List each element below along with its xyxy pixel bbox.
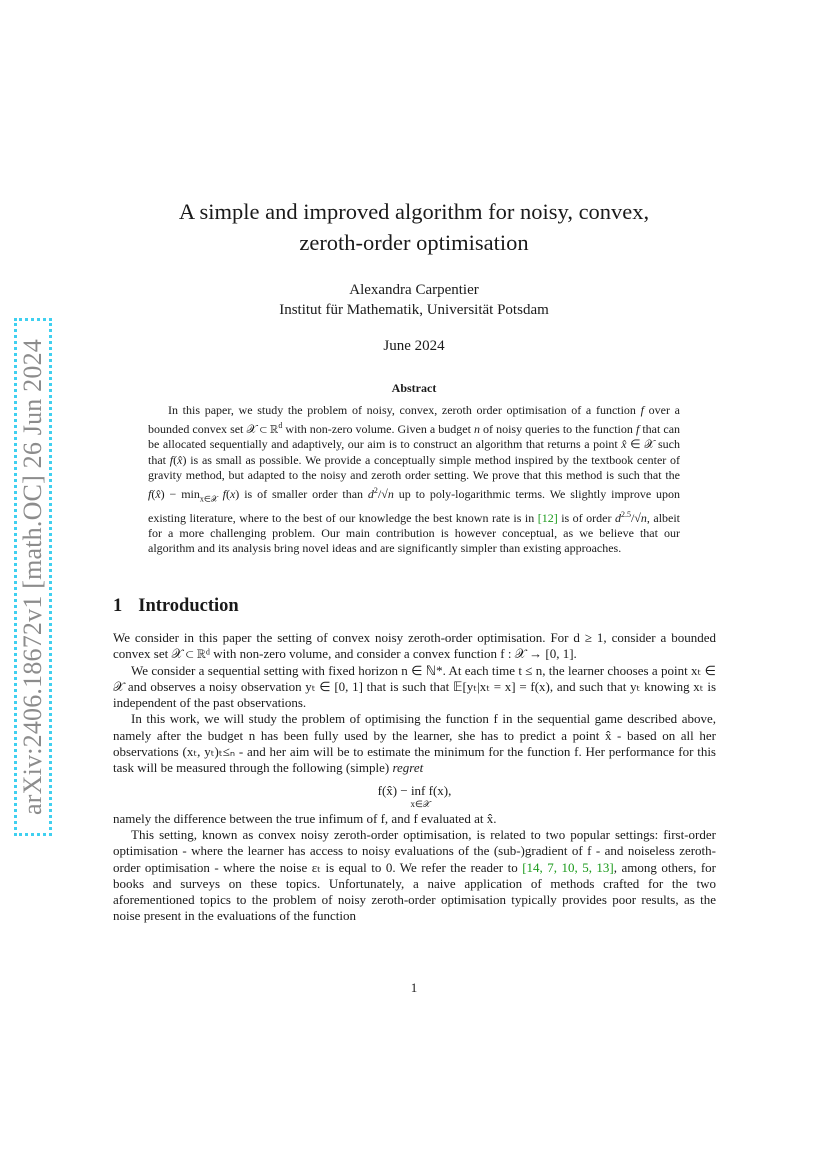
author-name: Alexandra Carpentier [349,282,479,298]
paper-title [100,196,728,258]
section-number: 1 [113,596,123,616]
citation-12[interactable]: [12] [537,510,558,525]
abstract-text: In this paper, we study the problem of noisy, convex, zeroth order optimisation of a function f over a bounded convex set 𝒳 ⊂ ℝ$^d$ with non-zero volume. Given a budget n of noisy queries to the function f that can be allocated sequentially and adaptively, our aim is to construct an algorithm that returns a point x̂ ∈ 𝒳 such that f(x̂) is as small as possible. We provide a conceptually simple method inspired by the textbook center of gravity method, but adapted to the noisy and zeroth order setting. We prove that this method is such that the f(x̂) − $\min_{x\in 𝒳} f(x)$ is of smaller order than $d^2/√n$ up to poly-logarithmic terms. We slightly improve upon existing literature, where to the best of our knowledge the best known rate is in [12] is of order $d^{2.5}/√n$, albeit for a more challenging problem. Our main contribution is however conceptual, as we believe that our algorithm and its analysis bring novel ideas and are significantly simpler than existing approaches. [148,403,681,556]
arxiv-identifier-stamp [14,318,52,836]
title-block [100,196,728,356]
author-affiliation: Institut für Mathematik, Universität Potsdam [279,302,549,318]
regret-equation-subscript: x∈𝒳 [410,798,431,809]
intro-paragraph-4: namely the difference between the true infimum of f, and f evaluated at x̂. [113,810,497,826]
section-heading-introduction [113,596,239,617]
title-line-1: A simple and improved algorithm for noisy, convex, [178,199,650,224]
regret-equation [113,783,716,809]
citation-group[interactable]: [14, 7, 10, 5, 13] [522,859,614,875]
section-title: Introduction [138,596,239,616]
introduction-body [113,630,716,925]
intro-paragraph-5: This setting, known as convex noisy zeroth-order optimisation, is related to two popular settings: first-order optimisation - where the learner has access to noisy evaluations of the (sub-)gradient of f - and noiseless zeroth-order optimisation - where the noise εₜ is equal to 0. We refer the reader to [14, 7, 10, 5, 13], among others, for books and surveys on these topics. Unfortunately, a naive application of methods crafted for the two aforementioned topics to the problem of noisy zeroth-order optimisation typically provides poor results, as the noise present in the evaluations of the function [113,826,716,924]
intro-paragraph-3: In this work, we will study the problem of optimising the function f in the sequential game described above, namely after the budget n has been fully used by the learner, she has to predict a point x̂ - based on all her observations (xₜ, yₜ)ₜ≤ₙ - and her aim will be to estimate the minimum for the function f. Her performance for this task will be measured through the following (simple) regret [113,711,716,776]
publication-date: June 2024 [383,338,445,354]
regret-equation-main: f(x̂) − inf f(x), [377,782,452,798]
intro-paragraph-1: We consider in this paper the setting of convex noisy zeroth-order optimisation. For d ≥ 1, consider a bounded convex set 𝒳 ⊂ ℝᵈ with non-zero volume, and consider a convex function f : 𝒳 → [0, 1]. [113,630,716,662]
arxiv-id: arXiv:2406.18672v1 [math.OC] 26 Jun 2024 [18,339,47,815]
intro-paragraph-2: We consider a sequential setting with fixed horizon n ∈ ℕ*. At each time t ≤ n, the learner chooses a point xₜ ∈ 𝒳 and observes a noisy observation yₜ ∈ [0, 1] that is such that 𝔼[yₜ|xₜ = x] = f(x), and such that yₜ knowing xₜ is independent of the past observations. [113,662,716,711]
page-number: 1 [410,980,418,995]
abstract-heading: Abstract [391,381,437,395]
regret-term: regret [392,760,424,776]
title-line-2: zeroth-order optimisation [299,230,529,255]
